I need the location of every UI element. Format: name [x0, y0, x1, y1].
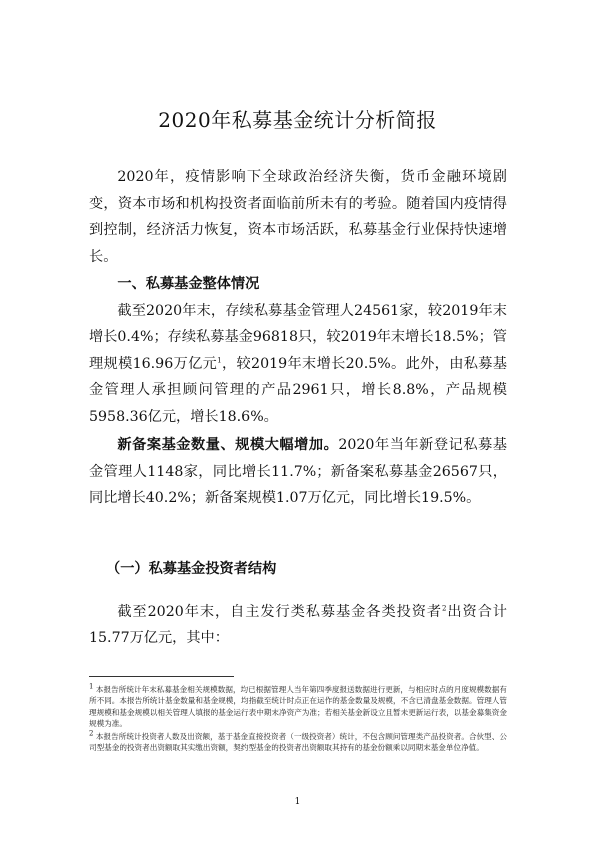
- paragraph-text: 出资合计15.77万亿元，其中：: [89, 603, 507, 646]
- page-number: 1: [294, 797, 301, 807]
- footnote-1: [89, 684, 507, 729]
- footnote-text: 本报告所统计投资者人数及出资额，基于基金直接投资者（一级投资者）统计，不包含顾问管理类产品投资者。合伙型、公司型基金的投资者出资额取其实缴出资额，契约型基金的投资者出资额取其持有的基金份额乘以同期末基金单位净值。: [89, 732, 507, 753]
- paragraph-text: 2020年当年新登记私募基金管理人1148家，同比增长11.7%；新备案私募基金26567只，同比增长40.2%；新备案规模1.07万亿元，同比增长19.5%。: [89, 437, 507, 506]
- footnote-ref-1: 1: [217, 355, 222, 364]
- section-1: [89, 271, 507, 512]
- footnote-mark: 1: [89, 682, 94, 691]
- footnote-mark: 2: [89, 729, 94, 738]
- footnote-text: 本报告所统计年末私募基金相关规模数据，均已根据管理人当年第四季度报送数据进行更新，与相应时点的月度规模数据有所不同。本报告所统计基金数量和基金规模，均指截至统计时点正在运作的基金数量及规模，不含已清盘基金数据。管理人管理规模和基金规模以相关管理人填报的基金运行表中期末净资产为准；若相关基金新设立且暂未更新运行表，以基金募集资金规模为准。: [89, 685, 507, 728]
- section-1-paragraph-2: [89, 432, 507, 512]
- footnotes: [89, 684, 507, 756]
- section-1-heading: 一、私募基金整体情况: [117, 276, 260, 292]
- footnote-ref-2: 2: [441, 603, 447, 612]
- subsection-1-paragraph: [89, 599, 507, 652]
- intro-block: [89, 164, 507, 270]
- paragraph-text: 截至2020年末，存续私募基金管理人24561家，较2019年末增长0.4%；存续私募基金96818只，较2019年末增长18.5%；管理规模16.96万亿元: [89, 302, 507, 372]
- subsection-1-heading: （一）私募基金投资者结构: [106, 561, 277, 577]
- intro-paragraph: 2020年，疫情影响下全球政治经济失衡，货币金融环境剧变，资本市场和机构投资者面临前所未有的考验。随着国内疫情得到控制，经济活力恢复，资本市场活跃，私募基金行业保持快速增长。: [89, 169, 507, 265]
- footnote-2: [89, 731, 507, 754]
- paragraph-lead-bold: 新备案基金数量、规模大幅增加。: [117, 437, 339, 453]
- subsection-1: [89, 556, 507, 652]
- footnote-divider: [89, 676, 234, 677]
- paragraph-text: 截至2020年末，自主发行类私募基金各类投资者: [117, 603, 442, 620]
- document-title: 2020年私募基金统计分析简报: [158, 108, 437, 132]
- section-1-paragraph-1: [89, 298, 507, 431]
- paragraph-text: ，较2019年末增长20.5%。此外，由私募基金管理人承担顾问管理的产品2961只，增长8.8%，产品规模5958.36亿元，增长18.6%。: [89, 355, 507, 425]
